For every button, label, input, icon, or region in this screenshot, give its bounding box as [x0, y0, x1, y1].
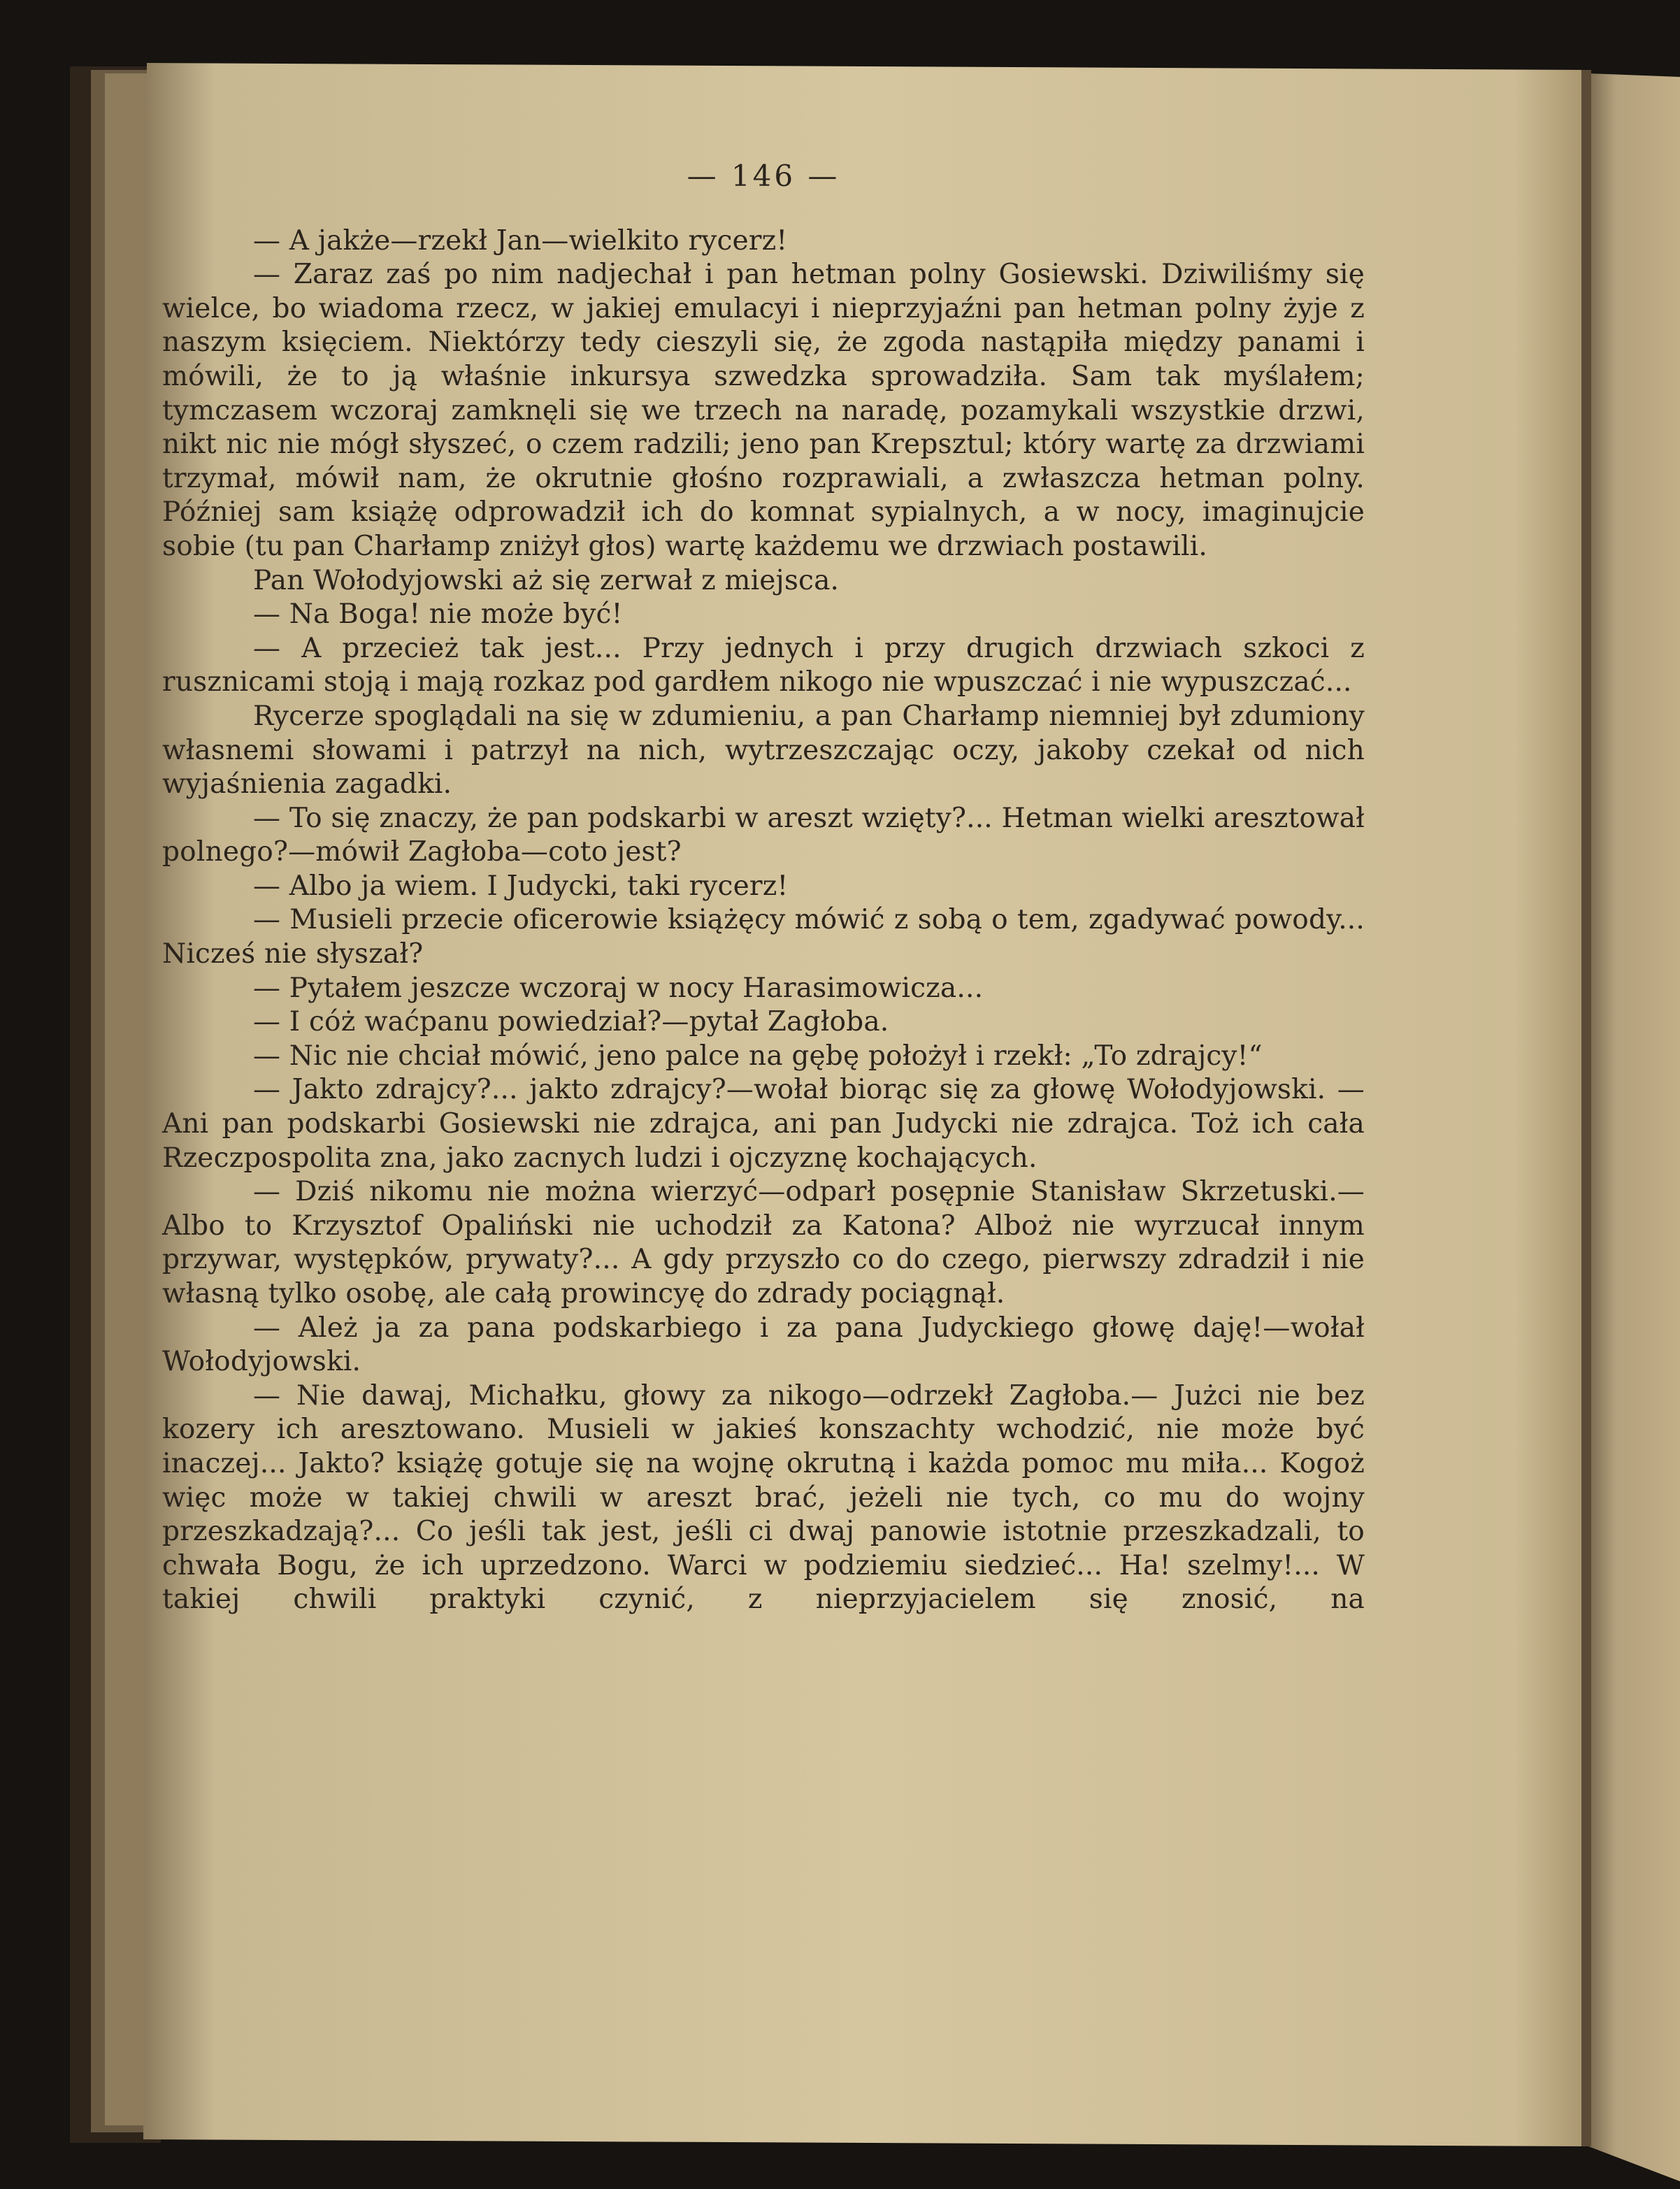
paragraph: — Albo ja wiem. I Judycki, taki rycerz! [253, 870, 789, 902]
paragraph: — Na Boga! nie może być! [253, 598, 623, 631]
paragraph: Rycerze spoglądali na się w zdumieniu, a pan Charłamp niemniej był zdumiony własnemi słowami i patrzył na nich, wytrzeszczając oczy, jakoby czekał od nich wyjaśnienia zagadki. [162, 700, 1365, 801]
paragraph: — Nie dawaj, Michałku, głowy za nikogo—odrzekł Zagłoba.— Jużci nie bez kozery ich aresztowano. Musieli w jakieś konszachty wchodzić, nie może być inaczej... Jakto? książę gotuje się na wojnę okrutną i każda pomoc mu miła... Kogoż więc może w takiej chwili w areszt brać, jeżeli nie tych, co mu do wojny przeszkadzają?... Co jeśli tak jest, jeśli ci dwaj panowie istotnie przeszkadzali, to chwała Bogu, że ich uprzedzono. Warci w podziemiu siedzieć... Ha! szelmy!... W takiej chwili praktyki czynić, z nieprzyjacielem się znosić, na [162, 1379, 1365, 1616]
paragraph: — Nic nie chciał mówić, jeno palce na gębę położył i rzekł: „To zdrajcy!“ [253, 1040, 1263, 1072]
paragraph: — A jakże—rzekł Jan—wielkito rycerz! [253, 224, 788, 257]
paragraph: — I cóż waćpanu powiedział?—pytał Zagłoba. [253, 1006, 889, 1038]
paragraph: — Jakto zdrajcy?... jakto zdrajcy?—wołał biorąc się za głowę Wołodyjowski. — Ani pan podskarbi Gosiewski nie zdrajca, ani pan Judycki nie zdrajca. Toż ich cała Rzeczpospolita zna, jako zacnych ludzi i ojczyznę kochających. [162, 1074, 1365, 1174]
paragraph: — To się znaczy, że pan podskarbi w areszt wzięty?... Hetman wielki aresztował polnego?—mówił Zagłoba—coto jest? [162, 802, 1365, 868]
paragraph: — Ależ ja za pana podskarbiego i za pana Judyckiego głowę daję!—wołał Wołodyjowski. [162, 1312, 1365, 1378]
page-text [162, 159, 1365, 1617]
paragraph: — Zaraz zaś po nim nadjechał i pan hetman polny Gosiewski. Dziwiliśmy się wielce, bo wiadoma rzecz, w jakiej emulacyi i nieprzyjaźni pan hetman polny żyje z naszym księciem. Niektórzy tedy cieszyli się, że zgoda nastąpiła między panami i mówili, że to ją właśnie inkursya szwedzka sprowadziła. Sam tak myślałem; tymczasem wczoraj zamknęli się we trzech na naradę, pozamykali wszystkie drzwi, nikt nic nie mógł słyszeć, o czem radzili; jeno pan Krepsztul; który wartę za drzwiami trzymał, mówił nam, że okrutnie głośno rozprawiali, a zwłaszcza hetman polny. Później sam książę odprowadził ich do komnat sypialnych, a w nocy, imaginujcie sobie (tu pan Charłamp zniżył głos) wartę każdemu we drzwiach postawili. [162, 259, 1365, 562]
paragraph: Pan Wołodyjowski aż się zerwał z miejsca. [253, 564, 840, 596]
paragraph: — A przecież tak jest... Przy jednych i przy drugich drzwiach szkoci z rusznicami stoją i mają rozkaz pod gardłem nikogo nie wpuszczać i nie wypuszczać... [162, 632, 1365, 698]
page-number-header: — 146 — [687, 159, 840, 193]
paragraph: — Pytałem jeszcze wczoraj w nocy Harasimowicza... [253, 972, 984, 1004]
paragraph: — Musieli przecie oficerowie książęcy mówić z sobą o tem, zgadywać powody... Nicześ nie słyszał? [162, 904, 1365, 970]
paragraph: — Dziś nikomu nie można wierzyć—odparł posępnie Stanisław Skrzetuski.—Albo to Krzysztof Opaliński nie uchodził za Katona? Alboż nie wyrzucał innym przywar, występków, prywaty?... A gdy przyszło co do czego, pierwszy zdradził i nie własną tylko osobę, ale całą prowincyę do zdrady pociągnął. [162, 1176, 1365, 1309]
